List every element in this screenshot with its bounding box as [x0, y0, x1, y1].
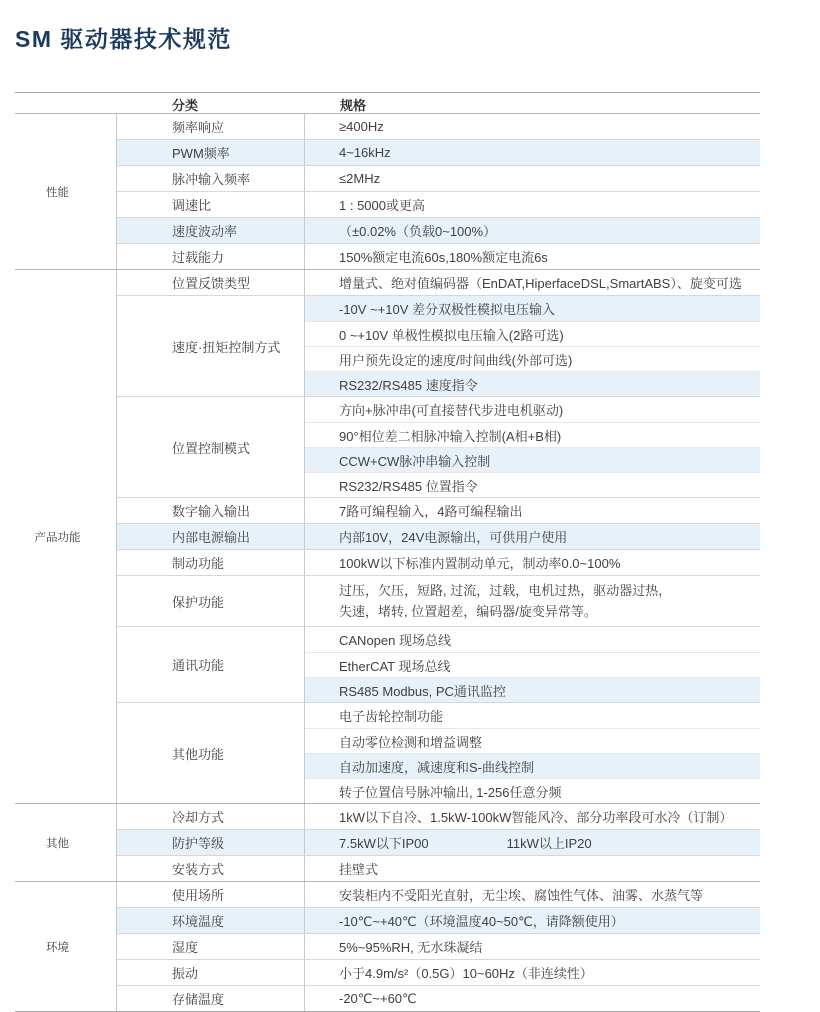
section-category-label: 环境 — [15, 882, 117, 1011]
spec-cell: 安装柜内不受阳光直射，无尘埃、腐蚀性气体、油雾、水蒸气等 — [339, 888, 704, 903]
category-cell: 通讯功能 — [117, 627, 305, 702]
spec-cell: ≥400Hz — [339, 119, 384, 134]
table-section — [15, 881, 760, 1011]
spec-cells — [305, 908, 760, 933]
category-cell: 安装方式 — [117, 856, 305, 881]
spec-group — [117, 829, 760, 855]
spec-cell: RS232/RS485 位置指令 — [305, 472, 760, 497]
category-cell: 其他功能 — [117, 703, 305, 803]
spec-group — [117, 882, 760, 907]
spec-group — [117, 549, 760, 575]
spec-group — [117, 575, 760, 626]
spec-group — [117, 702, 760, 803]
spec-cell: 自动加速度，减速度和S-曲线控制 — [305, 753, 760, 778]
table-section — [15, 114, 760, 269]
table-header-row — [15, 93, 760, 114]
spec-group — [117, 165, 760, 191]
spec-group — [117, 959, 760, 985]
spec-group — [117, 270, 760, 295]
spec-cell: -10V ~+10V 差分双极性模拟电压输入 — [305, 296, 760, 321]
section-category-label: 产品功能 — [15, 270, 117, 803]
spec-group — [117, 804, 760, 829]
category-cell: 位置反馈类型 — [117, 270, 305, 295]
spec-cell: 90°相位差二相脉冲输入控制(A相+B相) — [305, 422, 760, 447]
spec-cell: 100kW以下标准内置制动单元，制动率0.0~100% — [339, 556, 621, 571]
spec-cell: 5%~95%RH, 无水珠凝结 — [339, 940, 483, 955]
category-cell: PWM频率 — [117, 140, 305, 165]
spec-cell: 转子位置信号脉冲输出, 1-256任意分频 — [305, 778, 760, 803]
spec-cell: ≤2MHz — [339, 171, 381, 186]
page-title: SM 驱动器技术规范 — [15, 26, 232, 53]
spec-cells — [305, 550, 760, 575]
spec-cell: 用户预先设定的速度/时间曲线(外部可选) — [305, 346, 760, 371]
spec-group — [117, 523, 760, 549]
section-body — [117, 270, 760, 803]
spec-group — [117, 295, 760, 396]
category-cell: 防护等级 — [117, 830, 305, 855]
column-header-spec: 规格 — [340, 98, 367, 113]
spec-cell: 小于4.9m/s²（0.5G）10~60Hz（非连续性） — [339, 966, 593, 981]
spec-line: 失速，堵转, 位置超差，编码器/旋变异常等。 — [339, 604, 597, 619]
spec-group — [117, 907, 760, 933]
spec-cell: 1 : 5000或更高 — [339, 198, 425, 213]
spec-cell: RS485 Modbus, PC通讯监控 — [305, 677, 760, 702]
spec-part: 7.5kW以下IP00 — [339, 836, 429, 851]
spec-table — [15, 92, 760, 1012]
spec-cell: RS232/RS485 速度指令 — [305, 371, 760, 396]
spec-cell: CCW+CW脉冲串输入控制 — [305, 447, 760, 472]
spec-cell: CANopen 现场总线 — [339, 633, 451, 648]
category-cell: 数字输入输出 — [117, 498, 305, 523]
category-cell: 频率响应 — [117, 114, 305, 139]
category-cell: 速度·扭矩控制方式 — [117, 296, 305, 396]
spec-part: 11kW以上IP20 — [506, 836, 592, 851]
spec-cells — [305, 856, 760, 881]
spec-cell: 内部10V，24V电源输出，可供用户使用 — [339, 530, 568, 545]
spec-cell: 150%额定电流60s,180%额定电流6s — [339, 250, 548, 265]
spec-cell: 4~16kHz — [339, 145, 391, 160]
spec-cells — [305, 166, 760, 191]
spec-cells — [305, 524, 760, 549]
spec-cells — [305, 397, 760, 497]
spec-group — [117, 139, 760, 165]
spec-group — [117, 243, 760, 269]
category-cell: 速度波动率 — [117, 218, 305, 243]
section-body — [117, 882, 760, 1011]
spec-cell: 挂壁式 — [339, 862, 379, 877]
spec-cells — [305, 986, 760, 1011]
spec-cell: 0 ~+10V 单极性模拟电压输入(2路可选) — [305, 321, 760, 346]
spec-cell — [305, 830, 760, 855]
spec-group — [117, 626, 760, 702]
category-cell: 冷却方式 — [117, 804, 305, 829]
spec-cells — [305, 576, 760, 626]
spec-cells — [305, 804, 760, 829]
category-cell: 位置控制模式 — [117, 397, 305, 497]
spec-cell: 增量式、绝对值编码器（EnDAT,HiperfaceDSL,SmartABS）、旋变可选 — [339, 276, 742, 291]
spec-group — [117, 985, 760, 1011]
spec-cell: 自动零位检测和增益调整 — [305, 728, 760, 753]
table-section — [15, 269, 760, 803]
spec-cells — [305, 140, 760, 165]
spec-cell: EtherCAT 现场总线 — [305, 652, 760, 677]
spec-group — [117, 396, 760, 497]
spec-group — [117, 217, 760, 243]
spec-group — [117, 114, 760, 139]
category-cell: 使用场所 — [117, 882, 305, 907]
spec-cells — [305, 960, 760, 985]
spec-cell — [305, 576, 760, 626]
spec-cell: 方向+脉冲串(可直接替代步进电机驱动) — [339, 403, 564, 418]
spec-group — [117, 933, 760, 959]
spec-cell: 1kW以下自冷、1.5kW-100kW智能风冷、部分功率段可水冷（订制） — [339, 810, 733, 825]
section-body — [117, 804, 760, 881]
spec-cell: 电子齿轮控制功能 — [339, 709, 444, 724]
category-cell: 过载能力 — [117, 244, 305, 269]
category-cell: 湿度 — [117, 934, 305, 959]
spec-cells — [305, 244, 760, 269]
section-body — [117, 114, 760, 269]
spec-group — [117, 855, 760, 881]
category-cell: 振动 — [117, 960, 305, 985]
column-header-category: 分类 — [172, 98, 199, 113]
spec-cells — [305, 270, 760, 295]
spec-cell: 7路可编程输入，4路可编程输出 — [339, 504, 523, 519]
category-cell: 调速比 — [117, 192, 305, 217]
spec-group — [117, 191, 760, 217]
spec-line: 过压，欠压，短路, 过流，过载，电机过热，驱动器过热， — [339, 583, 672, 598]
spec-cells — [305, 114, 760, 139]
category-cell: 存储温度 — [117, 986, 305, 1011]
section-category-label: 其他 — [15, 804, 117, 881]
spec-cells — [305, 192, 760, 217]
section-category-label: 性能 — [15, 114, 117, 269]
category-cell: 保护功能 — [117, 576, 305, 626]
spec-cells — [305, 498, 760, 523]
category-cell: 脉冲输入频率 — [117, 166, 305, 191]
spec-cells — [305, 934, 760, 959]
category-cell: 内部电源输出 — [117, 524, 305, 549]
table-body — [15, 114, 760, 1011]
spec-cells — [305, 218, 760, 243]
category-cell: 环境温度 — [117, 908, 305, 933]
spec-cells — [305, 627, 760, 702]
spec-cells — [305, 882, 760, 907]
spec-cells — [305, 703, 760, 803]
category-cell: 制动功能 — [117, 550, 305, 575]
spec-cells — [305, 830, 760, 855]
table-section — [15, 803, 760, 881]
spec-cells — [305, 296, 760, 396]
spec-cell: （±0.02%（负载0~100%） — [339, 224, 497, 239]
spec-group — [117, 497, 760, 523]
spec-cell: -10℃~+40℃（环境温度40~50℃，请降额使用） — [339, 914, 624, 929]
spec-cell: -20℃~+60℃ — [339, 990, 417, 1006]
